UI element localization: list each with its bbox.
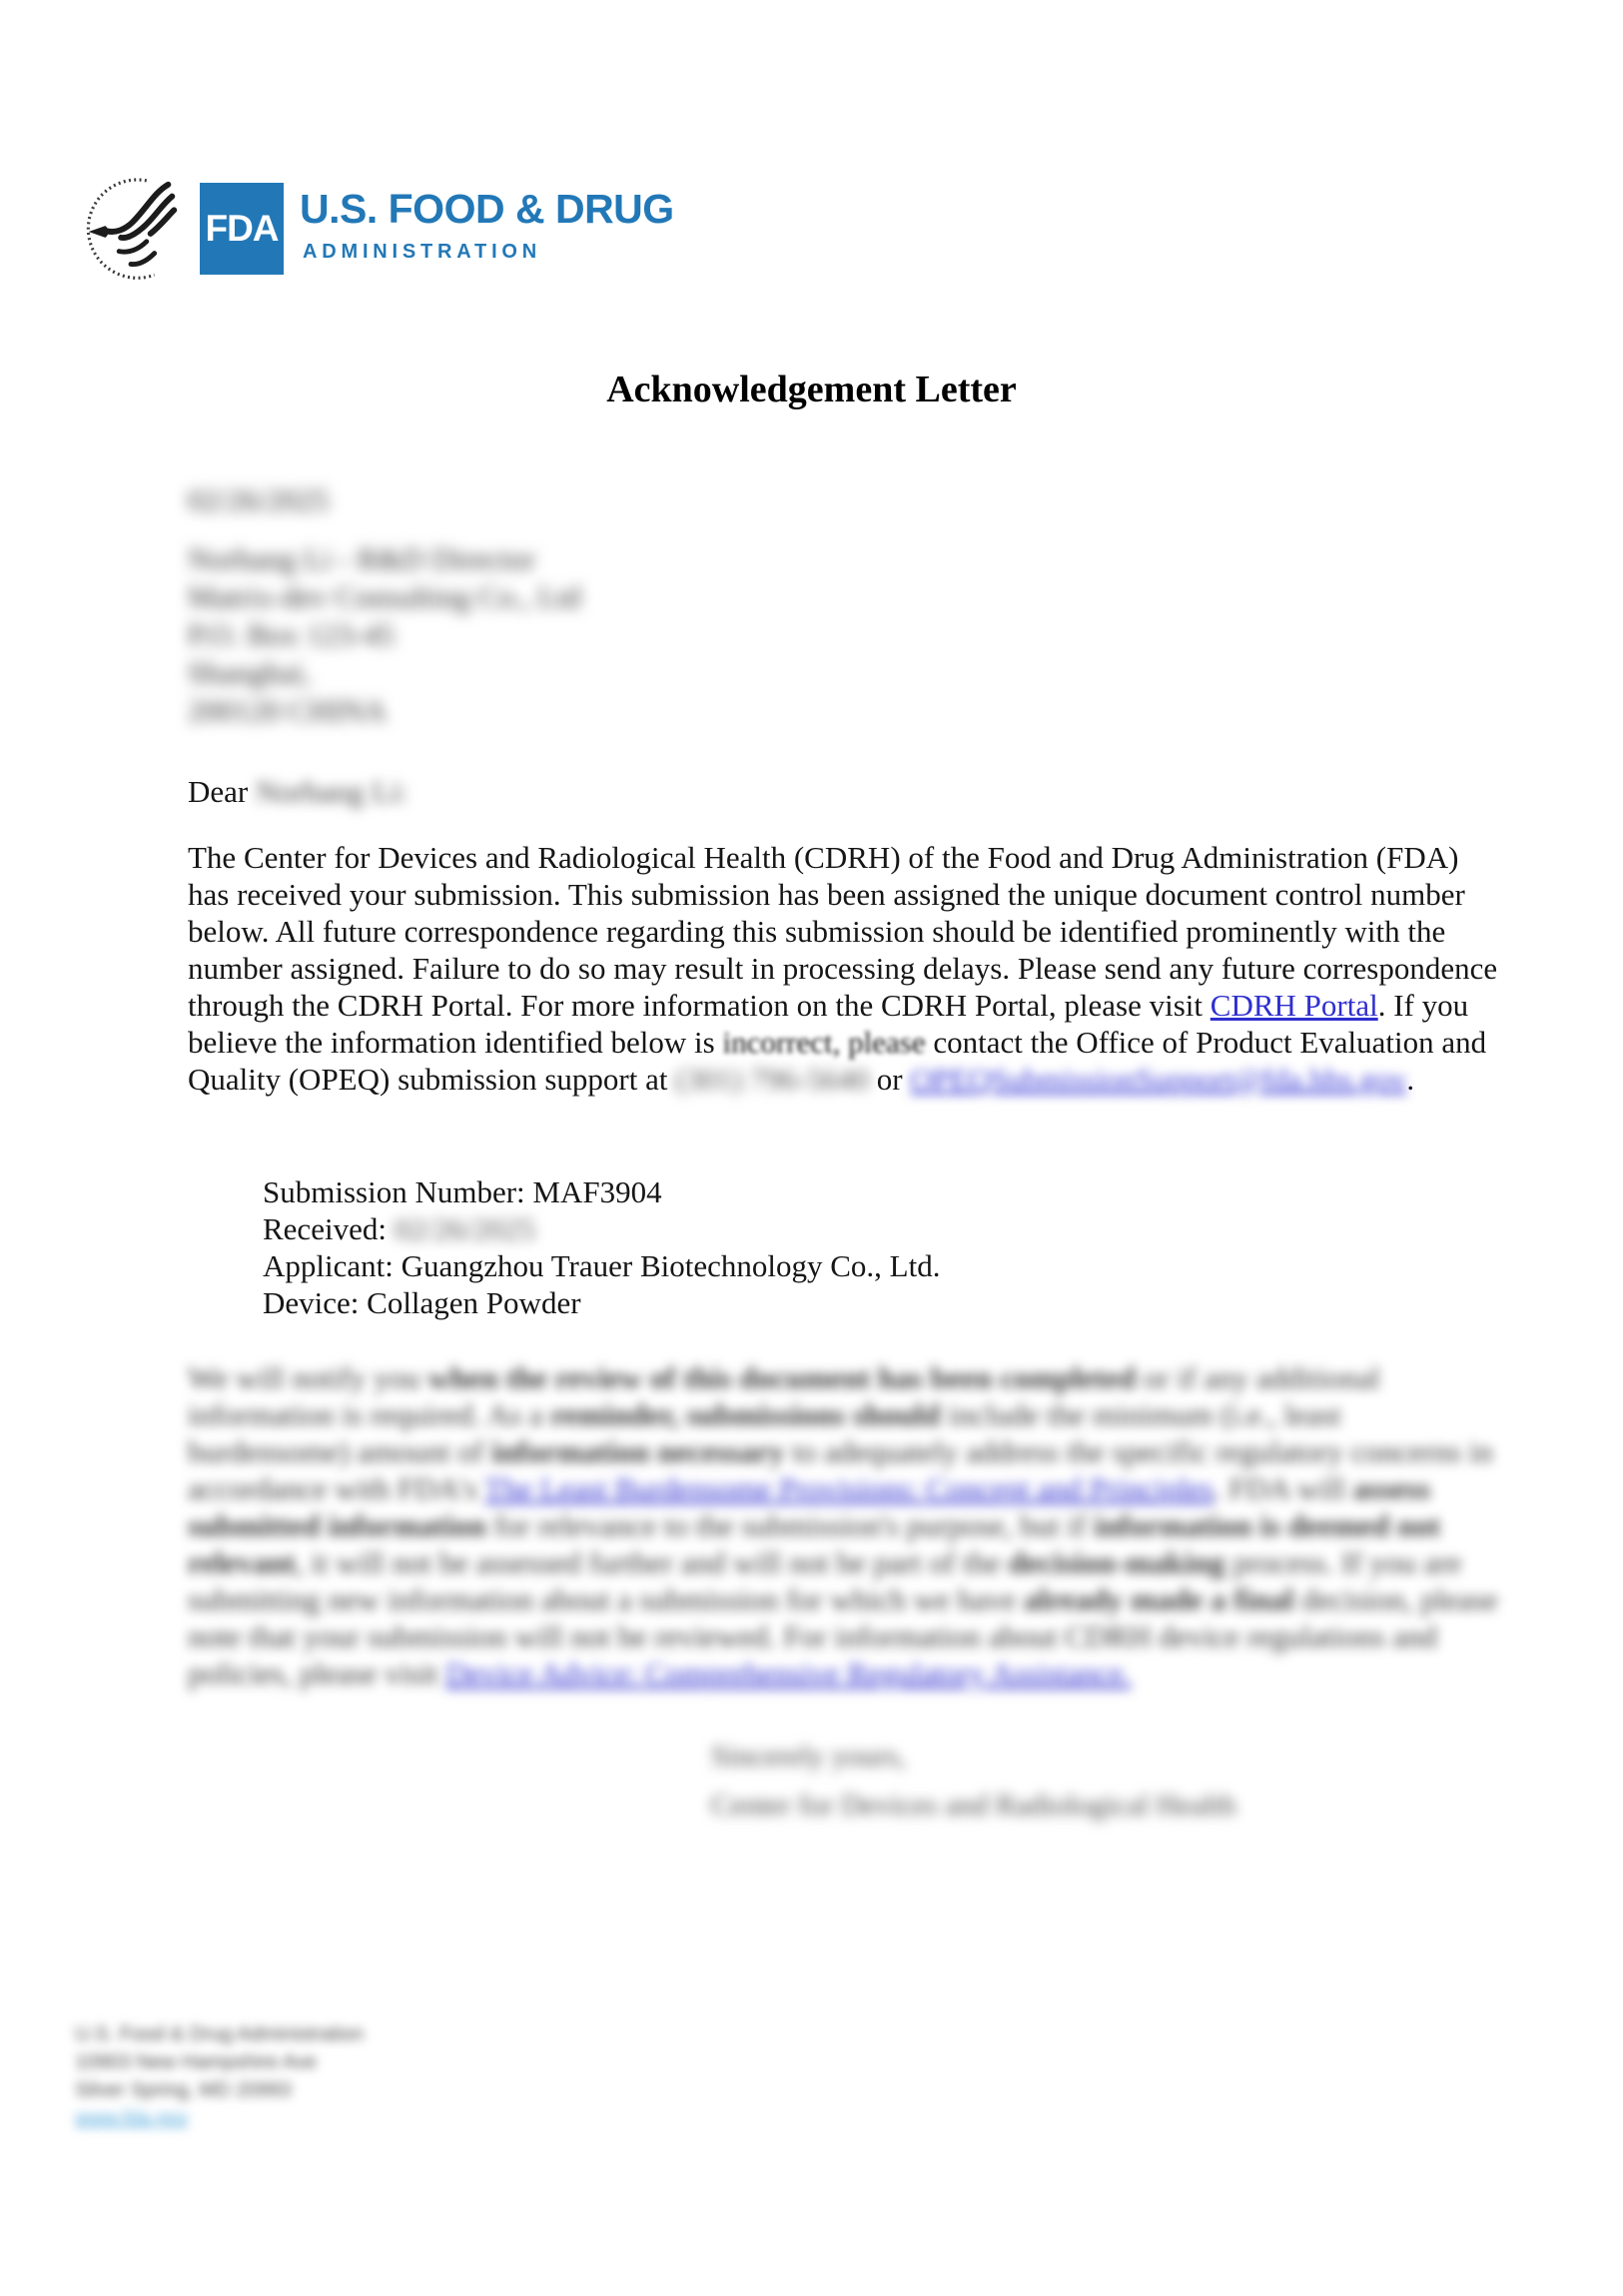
detail-line-received bbox=[263, 1210, 940, 1247]
text-run: decision-making bbox=[1008, 1545, 1225, 1580]
footer-line: 10903 New Hampshire Ave bbox=[75, 2051, 317, 2073]
text-run: The Center for Devices and Radiological Health (CDRH) of the Food and Drug Administration (FDA) has received your submission. This submission has been assigned the unique document control number below. All future correspondence regarding this submission should be identified prominently with the number assigned. Failure to do so may result in processing delays. Please send any future correspondence through the CDRH Portal. For more information on the CDRH Portal, please visit bbox=[188, 840, 1498, 1023]
fda-logo-square bbox=[200, 183, 284, 275]
text-run: or bbox=[868, 1062, 911, 1097]
text-run: We will notify you bbox=[188, 1360, 428, 1395]
address-line: Matrix-dev Consulting Co., Ltd bbox=[188, 579, 581, 614]
footer-line: Silver Spring, MD 20993 bbox=[75, 2079, 292, 2101]
brand-name: U.S. FOOD & DRUG bbox=[300, 186, 674, 232]
detail-line-submission-number bbox=[263, 1173, 940, 1210]
text-run: when the review of this document has been completed bbox=[427, 1360, 1137, 1395]
text-run: information is deemed not relevant bbox=[188, 1508, 1441, 1580]
text-run: . FDA will bbox=[1213, 1471, 1353, 1506]
footer-line: U.S. Food & Drug Administration bbox=[75, 2023, 365, 2045]
submission-details bbox=[263, 1173, 940, 1321]
text-run: , it will not be assessed further and will not be part of the bbox=[295, 1545, 1009, 1580]
text-run: . bbox=[1406, 1062, 1415, 1097]
detail-line-device bbox=[263, 1284, 940, 1321]
body-paragraph-1 bbox=[188, 839, 1504, 1098]
page-title: Acknowledgement Letter bbox=[606, 369, 1017, 410]
text-run: contact the Office of Product Evaluation and Quality (OPEQ) submission support at bbox=[188, 1025, 1487, 1097]
address-line: 200120 CHINA bbox=[188, 693, 387, 728]
salutation-prefix: Dear bbox=[188, 774, 256, 809]
footer-fda-gov-link[interactable]: www.fda.gov bbox=[75, 2107, 189, 2129]
salutation-name-redacted: Norbang Li: bbox=[255, 774, 408, 809]
text-run: Applicant: Guangzhou Trauer Biotechnology Co., Ltd. bbox=[263, 1248, 941, 1283]
address-line: P.O. Box 123-45 bbox=[188, 617, 395, 652]
inline-link[interactable]: OPEQSubmissionSupport@fda.hhs.gov bbox=[910, 1062, 1407, 1097]
text-run: Received: bbox=[263, 1211, 395, 1246]
text-run: assess submitted information bbox=[188, 1471, 1431, 1543]
text-run: reminder, submissions should bbox=[550, 1397, 941, 1432]
text-run: Device: Collagen Powder bbox=[263, 1285, 581, 1320]
inline-link[interactable]: The Least Burdensome Provisions: Concept and Principles bbox=[483, 1471, 1214, 1506]
text-run: 02/26/2025 bbox=[394, 1211, 535, 1246]
text-run: decision, please note that your submission will not be reviewed. For information about CDRH device regulations and policies, please visit bbox=[188, 1582, 1498, 1691]
text-run: or if any additional information is required. As a bbox=[188, 1360, 1380, 1432]
text-run: Submission Number: MAF3904 bbox=[263, 1174, 662, 1209]
text-run: incorrect, please bbox=[722, 1025, 926, 1060]
text-run: for relevance to the submission's purpose, but if bbox=[485, 1508, 1095, 1543]
text-run: to adequately address the specific regulatory concerns in accordance with FDA's bbox=[188, 1434, 1493, 1506]
recipient-address-redacted bbox=[188, 540, 581, 730]
inline-link[interactable]: CDRH Portal bbox=[1210, 988, 1378, 1023]
text-run: (301) 796-5640 bbox=[675, 1062, 869, 1097]
date-line-redacted: 02/26/2025 bbox=[188, 482, 330, 517]
closing-org-redacted: Center for Devices and Radiological Health bbox=[711, 1789, 1236, 1822]
text-run: . If you believe the information identified below is bbox=[188, 988, 1469, 1060]
fda-logo-text: FDA bbox=[205, 208, 279, 249]
text-run: include the minimum (i.e., least burdensome) amount of bbox=[188, 1397, 1341, 1469]
address-line: Norbang Li - R&D Director bbox=[188, 541, 535, 576]
closing-signoff-redacted: Sincerely yours, bbox=[711, 1740, 906, 1773]
footer-address-redacted bbox=[75, 2020, 364, 2132]
salutation bbox=[188, 774, 407, 810]
text-run: information necessary bbox=[490, 1434, 785, 1469]
body-paragraph-2-redacted bbox=[188, 1359, 1506, 1692]
brand-subname: ADMINISTRATION bbox=[303, 241, 542, 263]
address-line: Shanghai, bbox=[188, 655, 312, 690]
text-run: already made a final bbox=[1023, 1582, 1294, 1617]
text-run: process. If you are submitting new information about a submission for which we have bbox=[188, 1545, 1462, 1617]
detail-line-applicant bbox=[263, 1247, 940, 1284]
hhs-eagle-logo-icon bbox=[72, 168, 190, 294]
inline-link[interactable]: Device Advice: Comprehensive Regulatory Assistance. bbox=[445, 1656, 1132, 1691]
